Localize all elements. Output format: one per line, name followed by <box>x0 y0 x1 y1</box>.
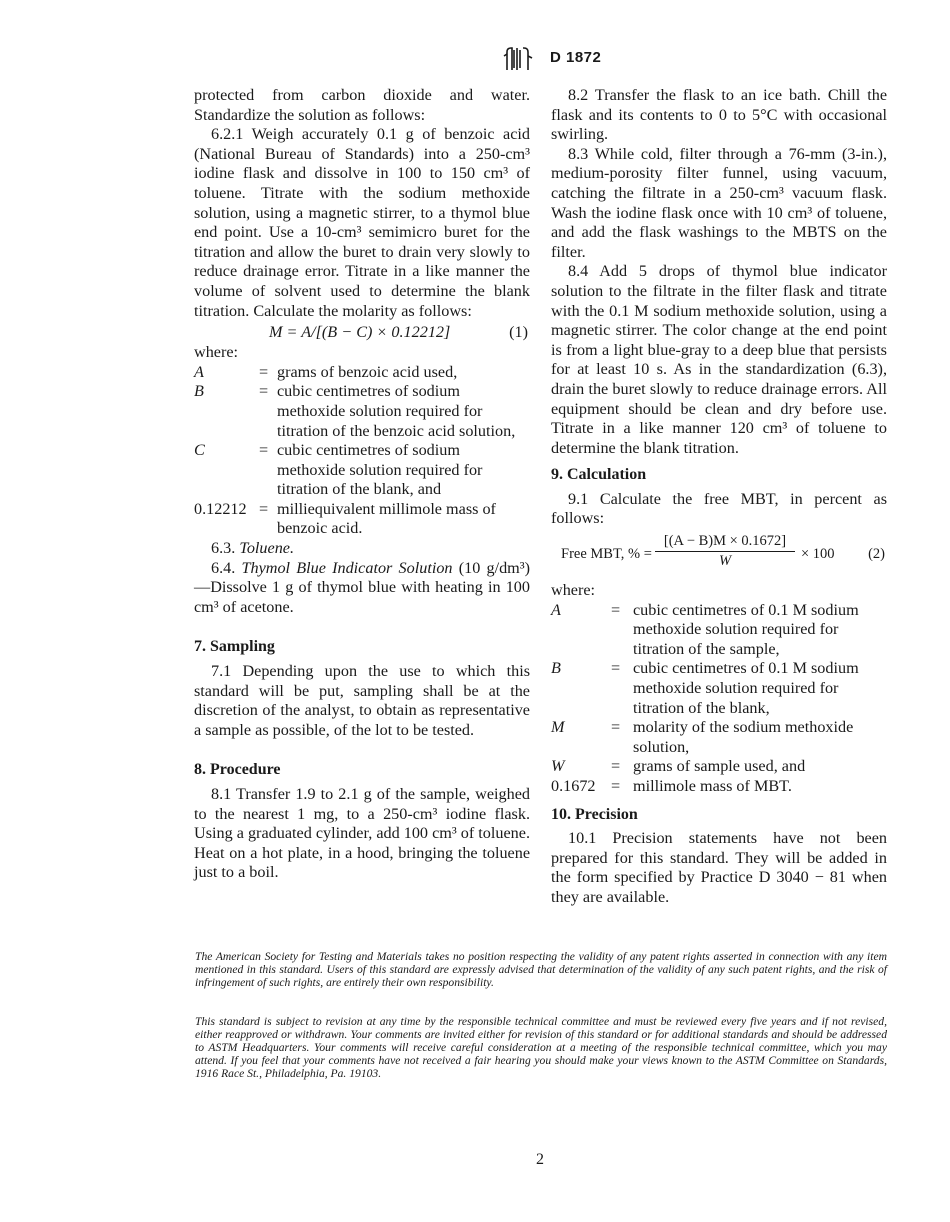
paragraph-8-3: 8.3 While cold, filter through a 76-mm (3-in.), medium-porosity filter funnel, using vacuum, catching the filtrate in a 250-cm³ vacuum flask. Wash the iodine flask once with 10 cm³ of toluene, and add the flask washings to the MBTS on the filter. <box>551 144 887 261</box>
heading-calculation: 9. Calculation <box>551 466 647 484</box>
variable-definition: molarity of the sodium methoxide solution, <box>633 718 854 756</box>
equals-sign: = <box>611 757 621 776</box>
variable-symbol: M <box>551 718 565 737</box>
paragraph-6-4 <box>194 559 530 618</box>
variable-symbol: A <box>194 362 204 381</box>
variable-row <box>551 659 887 718</box>
variable-row <box>551 718 887 757</box>
paragraph-7-1: 7.1 Depending upon the use to which this standard will be put, sampling shall be at the discretion of the analyst, to obtain as representative a sample as possible, of the lot to be tested. <box>194 662 530 739</box>
astm-logo <box>501 46 535 72</box>
variable-row <box>194 382 530 441</box>
variable-definition: grams of benzoic acid used, <box>277 362 458 381</box>
paragraph-8-2: 8.2 Transfer the flask to an ice bath. Chill the flask and its contents to 0 to 5°C with occasional swirling. <box>551 86 887 144</box>
equals-sign: = <box>259 441 269 460</box>
paragraph-continuation: protected from carbon dioxide and water. Standardize the solution as follows: <box>194 86 530 124</box>
variable-symbol: 0.12212 <box>194 499 247 518</box>
variable-row <box>194 441 530 500</box>
paragraph-10-1: 10.1 Precision statements have not been prepared for this standard. They will be added in the form specified by Practice D 3040 − 81 when they are available. <box>551 829 887 906</box>
variable-symbol: A <box>551 600 561 619</box>
equals-sign: = <box>611 777 621 795</box>
equation-2-fraction <box>655 533 795 570</box>
variable-row <box>194 500 530 539</box>
variable-symbol: C <box>194 441 205 460</box>
equals-sign: = <box>611 600 621 619</box>
paragraph-9-1: 9.1 Calculate the free MBT, in percent as follows: <box>551 489 887 528</box>
equals-sign: = <box>259 362 269 381</box>
page-header <box>0 44 950 74</box>
equation-2-denominator: W <box>718 553 732 570</box>
revision-notice: This standard is subject to revision at any time by the responsible technical committee and must be reviewed every five years and if not revised, either reapproved or withdrawn. Your comments are invited either for revision of this standard or for additional standards and should be addressed to ASTM Headquarters. Your comments will receive careful consideration at a meeting of the responsible technical committee, which you may attend. If you feel that your comments have not received a fair hearing you should make your views known to the ASTM Committee on Standards, 1916 Race St., Philadelphia, Pa. 19103. <box>195 1014 887 1081</box>
variable-definition: millimole mass of MBT. <box>633 777 792 795</box>
heading-precision: 10. Precision <box>551 805 638 823</box>
variable-definition: milliequivalent millimole mass of benzoic acid. <box>277 499 496 538</box>
variable-symbol: B <box>194 382 204 401</box>
variable-symbol: B <box>551 659 561 678</box>
equals-sign: = <box>611 659 621 678</box>
variable-definition: cubic centimetres of sodium methoxide solution required for titration of the blank, and <box>277 441 483 499</box>
equals-sign: = <box>611 718 621 737</box>
variable-definition: cubic centimetres of 0.1 M sodium methoxide solution required for titration of the blank, <box>633 659 859 717</box>
variable-symbol: W <box>551 757 565 776</box>
document-number: D 1872 <box>550 49 602 66</box>
paragraph-6-3 <box>194 539 530 559</box>
page-number: 2 <box>536 1151 544 1168</box>
equation-2-rhs: × 100 <box>801 546 835 563</box>
variable-row <box>551 757 887 777</box>
section-title: Toluene. <box>239 539 295 558</box>
paragraph-8-4: 8.4 Add 5 drops of thymol blue indicator solution to the filtrate in the filter flask and titrate with the 0.1 M sodium methoxide solution, using a magnetic stirrer. The color change at the end point is from a light blue-gray to a deep blue that persists for at least 10 s. As in the standardization (6.3), drain the buret slowly to reduce drainage errors. All equipment should be clean and dry before use. Titrate in a like manner 120 cm³ of toluene to determine the blank titration. <box>551 262 887 457</box>
variable-row <box>551 601 887 660</box>
variable-definitions <box>194 363 530 539</box>
equals-sign: = <box>259 499 269 518</box>
equation-1 <box>194 321 530 343</box>
section-body: (10 g/dm³)—Dissolve 1 g of thymol blue with heating in 100 cm³ of acetone. <box>194 558 531 616</box>
section-number: 6.3. <box>211 539 236 558</box>
equation-2-numerator: [(A − B)M × 0.1672] <box>655 533 795 552</box>
left-column <box>194 86 530 883</box>
variable-definition: grams of sample used, and <box>633 757 806 776</box>
equation-2 <box>551 533 887 573</box>
right-column <box>551 86 887 908</box>
equation-2-lhs: Free MBT, % = <box>561 546 652 563</box>
patent-notice: The American Society for Testing and Materials takes no position respecting the validity of any patent rights asserted in connection with any item mentioned in this standard. Users of this standard are expressly advised that determination of the validity of any such patent rights, and the risk of infringement of such rights, are entirely their own responsibility. <box>195 949 887 989</box>
paragraph-6-2-1: 6.2.1 Weigh accurately 0.1 g of benzoic acid (National Bureau of Standards) into a 250-cm³ iodine flask and dissolve in 100 to 150 cm³ of toluene. Titrate with the sodium methoxide solution, using a magnetic stirrer, to a thymol blue end point. Use a 10-cm³ semimicro buret for the titration and allow the buret to drain very slowly to reduce drainage error. Titrate in a like manner the volume of solvent used to determine the blank titration. Calculate the molarity as follows: <box>194 125 530 320</box>
variable-symbol: 0.1672 <box>551 777 596 795</box>
equals-sign: = <box>259 382 269 401</box>
heading-sampling: 7. Sampling <box>194 638 275 656</box>
section-number: 6.4. <box>211 558 236 577</box>
where-label: where: <box>194 343 239 362</box>
variable-definition: cubic centimetres of 0.1 M sodium methoxide solution required for titration of the sample, <box>633 600 859 658</box>
variable-row <box>194 363 530 383</box>
paragraph-8-1: 8.1 Transfer 1.9 to 2.1 g of the sample, weighed to the nearest 1 mg, to a 250-cm³ iodine flask. Using a graduated cylinder, add 100 cm³ of toluene. Heat on a hot plate, in a hood, bringing the toluene just to a boil. <box>194 785 530 882</box>
variable-definitions <box>551 601 887 797</box>
section-title: Thymol Blue Indicator Solution <box>241 558 453 577</box>
variable-definition: cubic centimetres of sodium methoxide solution required for titration of the benzoic acid solution, <box>277 382 516 440</box>
where-label: where: <box>551 581 596 600</box>
variable-row <box>551 777 887 797</box>
equation-2-number: (2) <box>868 546 885 563</box>
equation-1-number: (1) <box>509 323 528 342</box>
equation-1-formula: M = A/[(B − C) × 0.12212] <box>269 323 451 342</box>
heading-procedure: 8. Procedure <box>194 761 281 779</box>
